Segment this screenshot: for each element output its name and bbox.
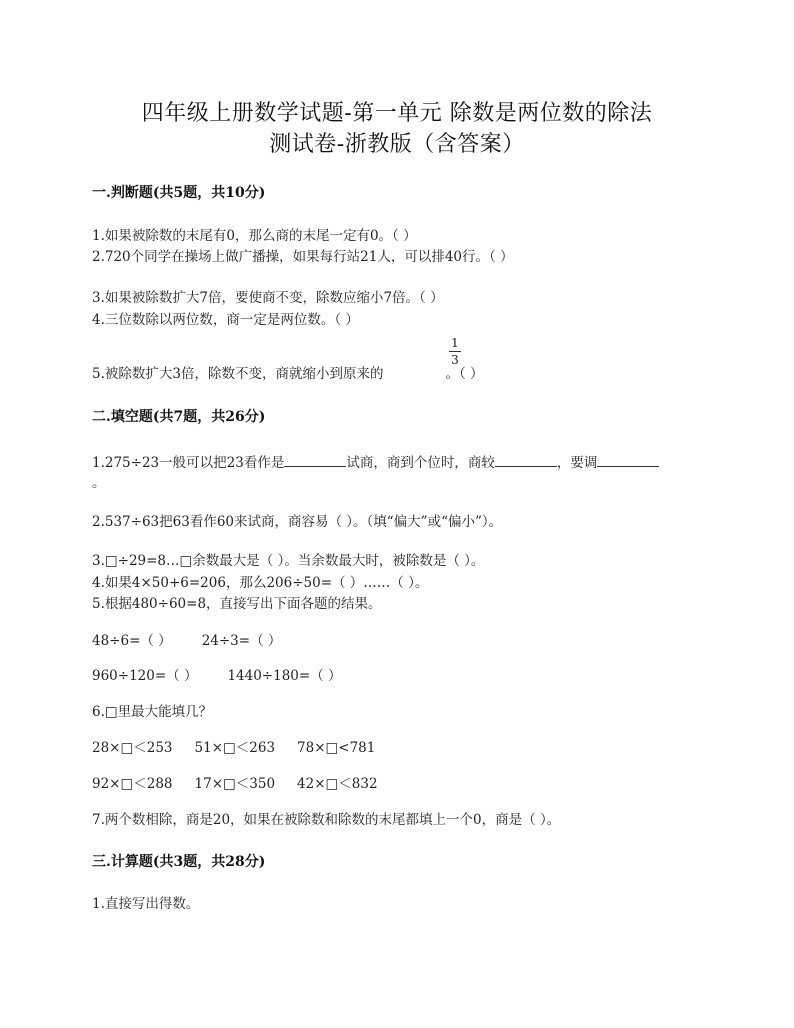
s2-question-5: 5.根据480÷60=8，直接写出下面各题的结果。 [92, 596, 382, 612]
s2-q6-r2-a: 92×□＜288 [92, 776, 173, 792]
s2-q1-end: 。 [92, 475, 106, 491]
fraction-bar [449, 351, 461, 352]
s1-q5-end: 。（ ） [445, 366, 484, 382]
answer-blank[interactable] [597, 453, 659, 467]
s2-q1-part-b: 试商，商到个位时，商较 [346, 455, 495, 471]
s2-q6-row2 [92, 772, 378, 792]
s1-question-2: 2.720个同学在操场上做广播操，如果每行站21人，可以排40行。（ ） [92, 249, 514, 265]
s1-q5-text: 5.被除数扩大3倍，除数不变，商就缩小到原来的 [92, 366, 384, 382]
s2-question-7: 7.两个数相除，商是20，如果在被除数和除数的末尾都填上一个0，商是（ ）。 [92, 812, 561, 828]
s2-question-3: 3.□÷29=8…□余数最大是（ ）。当余数最大时，被除数是（ ）。 [92, 553, 485, 569]
s2-q6-r2-c: 42×□＜832 [297, 776, 378, 792]
s1-question-1: 1.如果被除数的末尾有0，那么商的末尾一定有0。（ ） [92, 228, 417, 244]
s2-q6-r1-c: 78×□<781 [297, 740, 376, 756]
s2-question-4: 4.如果4×50+6=206，那么206÷50=（ ）……（ ）。 [92, 575, 429, 591]
s2-q6-r2-b: 17×□＜350 [194, 776, 276, 792]
s2-question-1 [92, 451, 659, 471]
answer-blank[interactable] [284, 453, 346, 467]
s3-question-1: 1.直接写出得数。 [92, 896, 200, 912]
s2-q6-row1 [92, 736, 375, 756]
s2-q5-row2 [92, 664, 342, 684]
section2-heading: 二.填空题(共7题，共26分) [92, 409, 266, 425]
s1-question-4: 4.三位数除以两位数，商一定是两位数。（ ） [92, 312, 359, 328]
s2-q5-r2-a: 960÷120=（ ） [92, 668, 198, 684]
s1-question-5 [92, 362, 484, 382]
s2-q5-r2-b: 1440÷180=（ ） [227, 668, 342, 684]
s2-q1-part-a: 1.275÷23一般可以把23看作是 [92, 455, 285, 471]
s2-q5-r1-b: 24÷3=（ ） [201, 633, 282, 649]
fraction-denominator: 3 [451, 353, 459, 367]
section3-heading: 三.计算题(共3题，共28分) [92, 854, 266, 870]
s2-q5-r1-a: 48÷6=（ ） [92, 633, 172, 649]
s2-q6-r1-a: 28×□＜253 [92, 740, 173, 756]
s2-q1-part-c: ，要调 [556, 455, 598, 471]
section1-heading: 一.判断题(共5题，共10分) [92, 185, 266, 201]
s1-question-3: 3.如果被除数扩大7倍，要使商不变，除数应缩小7倍。（ ） [92, 290, 444, 306]
fraction-numerator: 1 [451, 336, 459, 350]
s1-q5-fraction [449, 337, 461, 366]
s2-question-6: 6.□里最大能填几？ [92, 704, 213, 720]
document-title-line1: 四年级上册数学试题-第一单元 除数是两位数的除法 [141, 101, 653, 126]
document-title-line2: 测试卷-浙教版（含答案） [269, 132, 525, 157]
s2-q6-r1-b: 51×□＜263 [194, 740, 276, 756]
answer-blank[interactable] [495, 453, 557, 467]
s2-question-2: 2.537÷63把63看作60来试商，商容易（ ）。（填“偏大”或“偏小”）。 [92, 514, 503, 530]
s2-q5-row1 [92, 629, 281, 649]
